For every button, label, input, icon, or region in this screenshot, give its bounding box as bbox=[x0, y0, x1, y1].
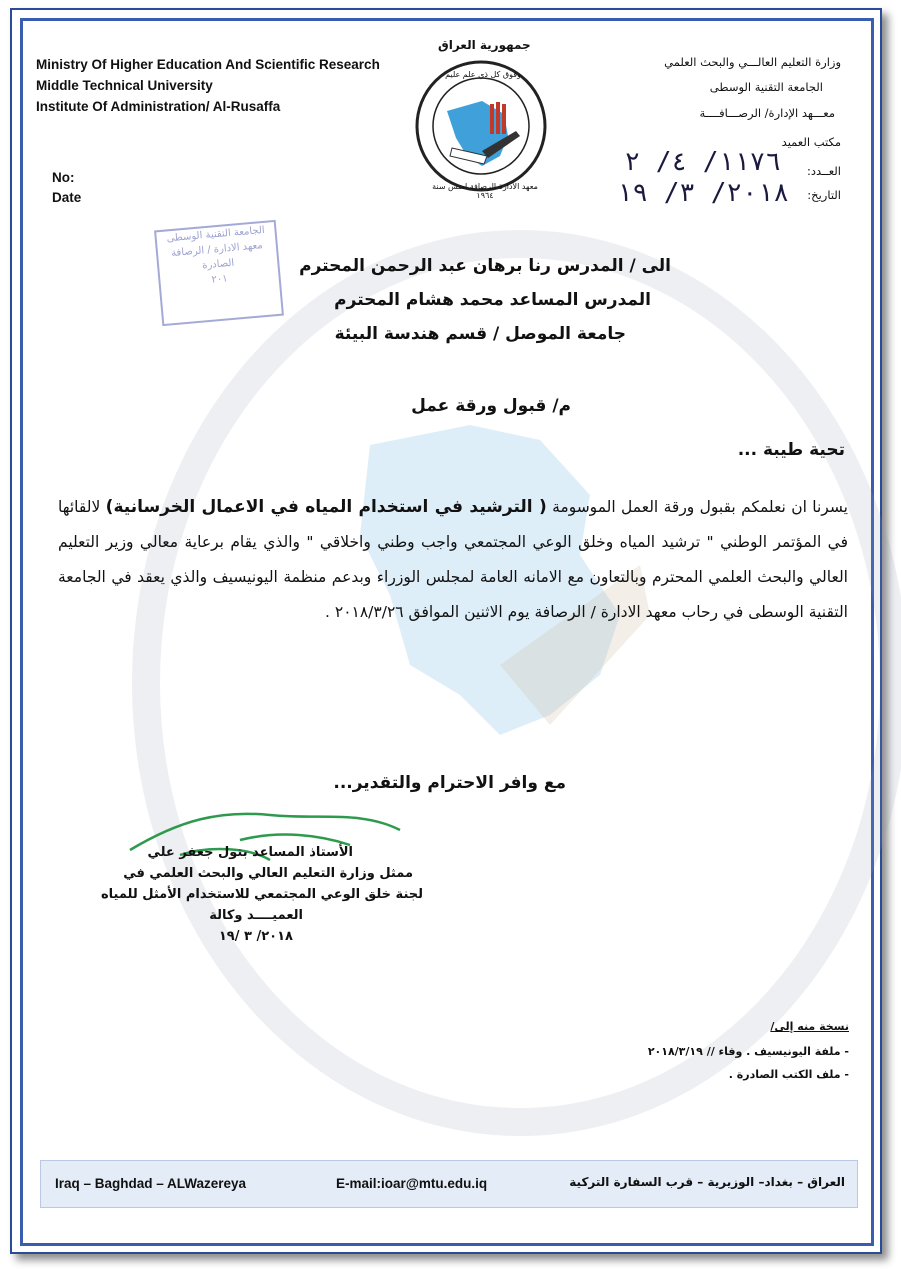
no-label: No: bbox=[52, 170, 75, 185]
recipient-line-2: المدرس المساعد محمد هشام المحترم bbox=[334, 290, 651, 310]
signature-role-2: لجنة خلق الوعي المجتمعي للاستخدام الأمثل للمياه bbox=[100, 887, 423, 902]
greeting: تحية طيبة ... bbox=[737, 440, 845, 460]
signature-name: الأستاذ المساعد بتول جعفر علي bbox=[147, 845, 353, 860]
closing-line: مع وافر الاحترام والتقدير... bbox=[333, 773, 566, 793]
copies-item-1: - ملفة اليونيسيف . وفاء // ٢٠١٨/٣/١٩ bbox=[647, 1045, 849, 1058]
logo-ring-text: معهد الادارة الرصافة اسس سنة ١٩٦٤ bbox=[432, 182, 538, 200]
stamp-line-4: ٢٠١ bbox=[211, 273, 229, 286]
signature-block bbox=[43, 842, 423, 947]
header-ar-office: مكتب العميد bbox=[781, 135, 841, 149]
copies-title: نسخة منه إلى/ bbox=[770, 1020, 849, 1033]
header-en-institute: Institute Of Administration/ Al-Rusaffa bbox=[36, 99, 281, 114]
header-ar-institute: معـــهد الإدارة/ الرصـــافــــة bbox=[699, 106, 835, 120]
logo-motto: وفوق كل ذي علم عليم bbox=[445, 70, 521, 79]
recipient-line-3: جامعة الموصل / قسم هندسة البيئة bbox=[334, 324, 626, 344]
footer-email: E-mail:ioar@mtu.edu.iq bbox=[336, 1176, 488, 1191]
body-intro: يسرنا ان نعلمكم بقبول ورقة العمل الموسومة bbox=[552, 498, 848, 516]
stamp-line-2: معهد الادارة / الرصافة bbox=[170, 240, 264, 260]
signature-role-3: العميــــد وكالة bbox=[209, 908, 303, 923]
body-paragraph bbox=[58, 490, 848, 630]
header-en-university: Middle Technical University bbox=[36, 78, 213, 93]
body-details: لالقائها في المؤتمر الوطني " ترشيد المياه وخلق الوعي المجتمعي واجب وطني واخلاقي " والذي يقام برعاية معالي وزير التعليم العالي والبحث العلمي المحترم وبالتعاون مع الامانه العامة لمجلس الوزراء وبدعم منظمة اليونيسيف والذي يعقد في الجامعة التقنية الوسطى في رحاب معهد الادارة / الرصافة يوم الاثنين الموافق ٢٠١٨/٣/٢٦ . bbox=[58, 498, 848, 621]
number-value-handwritten: ١١٧٦/ ٤/ ٢ bbox=[624, 147, 781, 177]
header-ar-university: الجامعة التقنية الوسطى bbox=[709, 80, 823, 94]
stamp-line-1: الجامعة التقنية الوسطى bbox=[166, 224, 266, 245]
number-label-ar: العــدد: bbox=[806, 164, 841, 178]
date-label: Date bbox=[52, 190, 82, 205]
copies-item-2: - ملف الكتب الصادرة . bbox=[728, 1068, 849, 1081]
recipient-line-1: الى / المدرس رنا برهان عبد الرحمن المحترم bbox=[299, 256, 671, 276]
date-label-ar: التاريخ: bbox=[807, 188, 841, 202]
body-paper-title: ( الترشيد في استخدام المياه في الاعمال الخرسانية) bbox=[105, 497, 547, 517]
received-stamp bbox=[154, 220, 284, 326]
stamp-line-3: الصادرة bbox=[201, 257, 235, 272]
header-en-ministry: Ministry Of Higher Education And Scientific Research bbox=[36, 57, 380, 72]
signature-role-1: ممثل وزارة التعليم العالي والبحث العلمي في bbox=[123, 866, 413, 881]
subject-line: م/ قبول ورقة عمل bbox=[411, 396, 571, 416]
date-value-handwritten: ٢٠١٨/ ٣/ ١٩ bbox=[616, 178, 789, 208]
footer-address-en: Iraq – Baghdad – ALWazereya bbox=[55, 1176, 247, 1191]
footer-address-ar: العراق – بغداد– الوزيرية – قرب السفارة التركية bbox=[569, 1175, 845, 1189]
logo-republic-label: جمهورية العراق bbox=[438, 38, 531, 52]
header-ar-ministry: وزارة التعليم العالـــي والبحث العلمي bbox=[664, 55, 841, 69]
signature-date: ٢٠١٨/ ٣ /١٩ bbox=[218, 929, 293, 944]
